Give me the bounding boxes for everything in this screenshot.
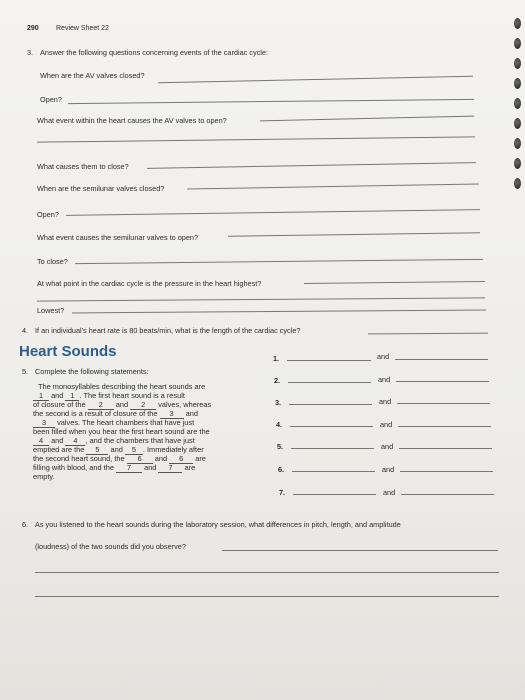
answer-number-7: 7. bbox=[279, 488, 286, 497]
answer-line-sl-closed[interactable] bbox=[187, 183, 479, 189]
para-text: valves. The heart chambers that have just bbox=[57, 418, 195, 427]
answer-line-pressure-highest-2[interactable] bbox=[37, 297, 485, 301]
answer-4-right[interactable] bbox=[398, 426, 491, 427]
q3-item-sl-open: Open? bbox=[37, 210, 59, 219]
binding-ring bbox=[514, 138, 521, 149]
answer-4-left[interactable] bbox=[290, 426, 373, 427]
page-title: Review Sheet 22 bbox=[56, 25, 109, 32]
binding-ring bbox=[514, 158, 521, 169]
section-heading-heart-sounds: Heart Sounds bbox=[19, 343, 117, 360]
blank-5[interactable]: 5 bbox=[86, 445, 108, 455]
para-line-10 bbox=[33, 463, 195, 473]
para-line-11: empty. bbox=[33, 472, 55, 481]
spiral-binding bbox=[509, 0, 523, 700]
para-text: are bbox=[195, 454, 206, 463]
para-text: the second heart sound, the bbox=[33, 454, 125, 463]
answer-number-2: 2. bbox=[274, 376, 281, 385]
answer-line-cardiac-cycle[interactable] bbox=[368, 333, 488, 335]
answer-5-right[interactable] bbox=[399, 448, 492, 449]
q5-prompt: Complete the following statements: bbox=[35, 367, 149, 376]
answer-line-q6-3[interactable] bbox=[35, 596, 499, 597]
answer-3-right[interactable] bbox=[397, 403, 490, 404]
answer-line-pressure-lowest[interactable] bbox=[72, 310, 486, 314]
blank-6[interactable]: 6 bbox=[127, 454, 153, 464]
para-text: filling with blood, and the bbox=[33, 463, 114, 472]
page-number: 290 bbox=[27, 25, 39, 32]
q3-number: 3. bbox=[27, 48, 34, 57]
answer-line-av-close-cause[interactable] bbox=[147, 162, 476, 169]
q3-item-av-close-cause: What causes them to close? bbox=[37, 162, 129, 171]
answer-line-av-closed[interactable] bbox=[158, 76, 473, 84]
answer-2-right[interactable] bbox=[396, 381, 489, 382]
q3-prompt: Answer the following questions concerning events of the cardiac cycle: bbox=[40, 48, 268, 57]
blank-3b[interactable]: 3 bbox=[33, 418, 55, 428]
q3-item-av-closed: When are the AV valves closed? bbox=[40, 71, 145, 80]
binding-ring bbox=[514, 38, 521, 49]
binding-ring bbox=[514, 98, 521, 109]
answer-7-right[interactable] bbox=[401, 494, 494, 495]
blank-4b[interactable]: 4 bbox=[65, 436, 85, 446]
q3-item-sl-open-event: What event causes the semilunar valves to open? bbox=[37, 233, 199, 242]
q3-item-sl-close: To close? bbox=[37, 257, 68, 266]
answer-line-q6-2[interactable] bbox=[35, 572, 499, 573]
q4-prompt: If an individual's heart rate is 80 beats/min, what is the length of the cardiac cycle? bbox=[35, 326, 301, 335]
para-text: are bbox=[184, 463, 196, 472]
para-text: , and the chambers that have just bbox=[85, 436, 195, 445]
blank-1[interactable]: 1 bbox=[33, 391, 49, 401]
answer-6-left[interactable] bbox=[292, 471, 375, 472]
answer-2-left[interactable] bbox=[288, 382, 371, 383]
answer-line-av-open-event[interactable] bbox=[260, 116, 474, 122]
q6-number: 6. bbox=[22, 520, 29, 529]
q3-item-av-open-event: What event within the heart causes the AV valves to open? bbox=[37, 116, 227, 125]
answer-line-sl-close[interactable] bbox=[75, 259, 483, 264]
answer-6-right[interactable] bbox=[400, 471, 493, 472]
para-text: and bbox=[51, 391, 64, 400]
q3-item-pressure-highest: At what point in the cardiac cycle is the pressure in the heart highest? bbox=[37, 279, 262, 288]
binding-ring bbox=[514, 18, 521, 29]
q4-number: 4. bbox=[22, 326, 29, 335]
para-text: of closure of the bbox=[33, 400, 86, 409]
para-text: . The first heart sound is a result bbox=[79, 391, 185, 400]
answer-5-left[interactable] bbox=[291, 448, 374, 449]
blank-7b[interactable]: 7 bbox=[158, 463, 182, 473]
q3-item-pressure-lowest: Lowest? bbox=[37, 306, 65, 315]
answer-6-and: and bbox=[382, 465, 395, 474]
para-text: and bbox=[110, 445, 123, 454]
q6-line-2: (loudness) of the two sounds did you observe? bbox=[35, 542, 186, 551]
blank-3[interactable]: 3 bbox=[160, 409, 184, 419]
answer-1-left[interactable] bbox=[287, 360, 371, 361]
blank-7[interactable]: 7 bbox=[116, 463, 142, 473]
para-text: and bbox=[154, 454, 168, 463]
para-line-1: The monosyllables describing the heart sounds are bbox=[38, 382, 206, 391]
answer-line-av-open-event-2[interactable] bbox=[37, 136, 475, 142]
para-text: emptied are the bbox=[33, 445, 85, 454]
blank-2[interactable]: 2 bbox=[88, 400, 114, 410]
answer-3-and: and bbox=[379, 397, 392, 406]
answer-number-3: 3. bbox=[275, 398, 282, 407]
answer-3-left[interactable] bbox=[289, 404, 372, 405]
q6-line-1: As you listened to the heart sounds during the laboratory session, what differences in pitch, length, and amplitude bbox=[35, 520, 401, 529]
answer-7-and: and bbox=[383, 488, 396, 497]
binding-ring bbox=[514, 78, 521, 89]
binding-ring bbox=[514, 58, 521, 69]
answer-5-and: and bbox=[381, 442, 394, 451]
answer-line-av-open[interactable] bbox=[68, 99, 474, 104]
answer-7-left[interactable] bbox=[293, 494, 376, 495]
binding-ring bbox=[514, 178, 521, 189]
blank-6b[interactable]: 6 bbox=[169, 454, 193, 464]
q5-number: 5. bbox=[22, 367, 29, 376]
para-text: the second is a result of closure of the bbox=[33, 409, 158, 418]
q3-item-av-open: Open? bbox=[40, 95, 62, 104]
answer-1-and: and bbox=[377, 352, 390, 361]
para-text: and bbox=[144, 463, 157, 472]
answer-number-4: 4. bbox=[276, 420, 283, 429]
q3-item-sl-closed: When are the semilunar valves closed? bbox=[37, 184, 165, 193]
binding-ring bbox=[514, 118, 521, 129]
blank-4[interactable]: 4 bbox=[33, 436, 49, 446]
blank-2b[interactable]: 2 bbox=[130, 400, 156, 410]
answer-number-6: 6. bbox=[278, 465, 285, 474]
para-text: valves, whereas bbox=[158, 400, 212, 409]
blank-5b[interactable]: 5 bbox=[125, 445, 143, 455]
answer-line-pressure-highest[interactable] bbox=[304, 281, 485, 284]
blank-1b[interactable]: 1 bbox=[65, 391, 79, 401]
para-text: and bbox=[115, 400, 129, 409]
answer-4-and: and bbox=[380, 420, 393, 429]
answer-line-sl-open-event[interactable] bbox=[228, 232, 480, 237]
answer-line-q6-1[interactable] bbox=[222, 550, 498, 551]
answer-number-5: 5. bbox=[277, 442, 284, 451]
answer-number-1: 1. bbox=[273, 354, 280, 363]
para-text: and bbox=[185, 409, 198, 418]
answer-1-right[interactable] bbox=[395, 359, 488, 360]
para-line-6: been filled when you hear the first heart sound are the bbox=[33, 427, 210, 436]
para-text: . Immediately after bbox=[142, 445, 204, 454]
para-text: and bbox=[51, 436, 64, 445]
answer-line-sl-open[interactable] bbox=[66, 209, 480, 216]
answer-2-and: and bbox=[378, 375, 391, 384]
